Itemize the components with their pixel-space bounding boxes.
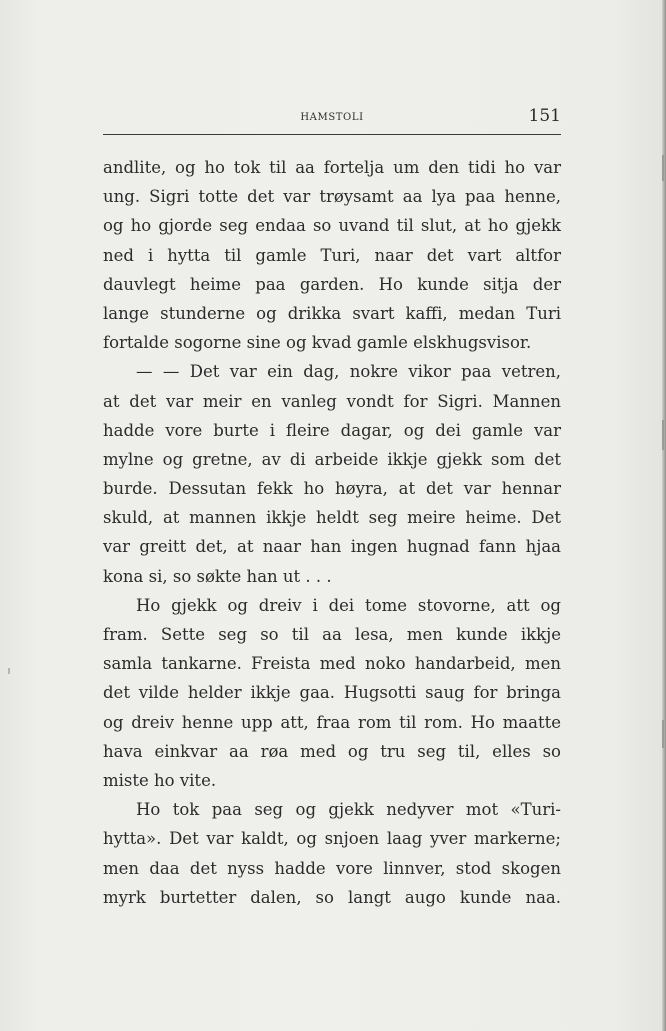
text-line: samla tankarne. Freista med noko handarbeid, men	[103, 654, 561, 674]
margin-mark	[662, 420, 664, 450]
text-line: — — Det var ein dag, nokre vikor paa vetren,	[136, 362, 561, 382]
text-line: skuld, at mannen ikkje heldt seg meire heime. Det	[103, 508, 561, 528]
text-line: ned i hytta til gamle Turi, naar det vart altfor	[103, 245, 561, 265]
text-line: men daa det nyss hadde vore linnver, stod skogen	[103, 858, 561, 878]
text-line: dauvlegt heime paa garden. Ho kunde sitja der	[103, 274, 561, 294]
body-text	[103, 153, 561, 912]
margin-mark	[8, 668, 10, 674]
text-line: fram. Sette seg so til aa lesa, men kunde ikkje	[103, 625, 561, 644]
running-title: HAMSTOLI	[300, 112, 364, 123]
text-line: mylne og gretne, av di arbeide ikkje gjekk som det	[103, 449, 561, 469]
text-line: og ho gjorde seg endaa so uvand til slut, at ho gjekk	[103, 216, 561, 236]
text-line: at det var meir en vanleg vondt for Sigri. Mannen	[103, 391, 561, 411]
text-line: det vilde helder ikkje gaa. Hugsotti saug for bringa	[103, 683, 561, 703]
header-rule	[103, 134, 561, 135]
margin-mark	[662, 155, 664, 181]
text-line: Ho tok paa seg og gjekk nedyver mot «Turi-	[136, 800, 561, 820]
text-line: kona si, so søkte han ut . . .	[103, 566, 332, 586]
text-line: hytta». Det var kaldt, og snjoen laag yver markerne;	[103, 829, 561, 849]
text-line: miste ho vite.	[103, 770, 217, 790]
text-line: Ho gjekk og dreiv i dei tome stovorne, att og	[136, 595, 561, 615]
margin-mark	[662, 720, 664, 748]
running-head	[103, 104, 561, 134]
text-line: hadde vore burte i fleire dagar, og dei gamle var	[103, 420, 561, 440]
page-number: 151	[528, 106, 561, 126]
text-line: lange stunderne og drikka svart kaffi, medan Turi	[103, 303, 561, 323]
text-line: myrk burtetter dalen, so langt augo kunde naa.	[103, 887, 561, 907]
text-line: hava einkvar aa røa med og tru seg til, elles so	[103, 741, 561, 761]
text-line: var greitt det, at naar han ingen hugnad fann hjaa	[103, 537, 561, 557]
text-line: ung. Sigri totte det var trøysamt aa lya paa henne,	[103, 187, 561, 207]
text-line: og dreiv henne upp att, fraa rom til rom. Ho maatte	[103, 712, 561, 732]
text-line: burde. Dessutan fekk ho høyra, at det var hennar	[103, 479, 561, 499]
text-line: fortalde sogorne sine og kvad gamle elskhugsvisor.	[103, 333, 532, 353]
text-line: andlite, og ho tok til aa fortelja um den tidi ho var	[103, 158, 561, 177]
